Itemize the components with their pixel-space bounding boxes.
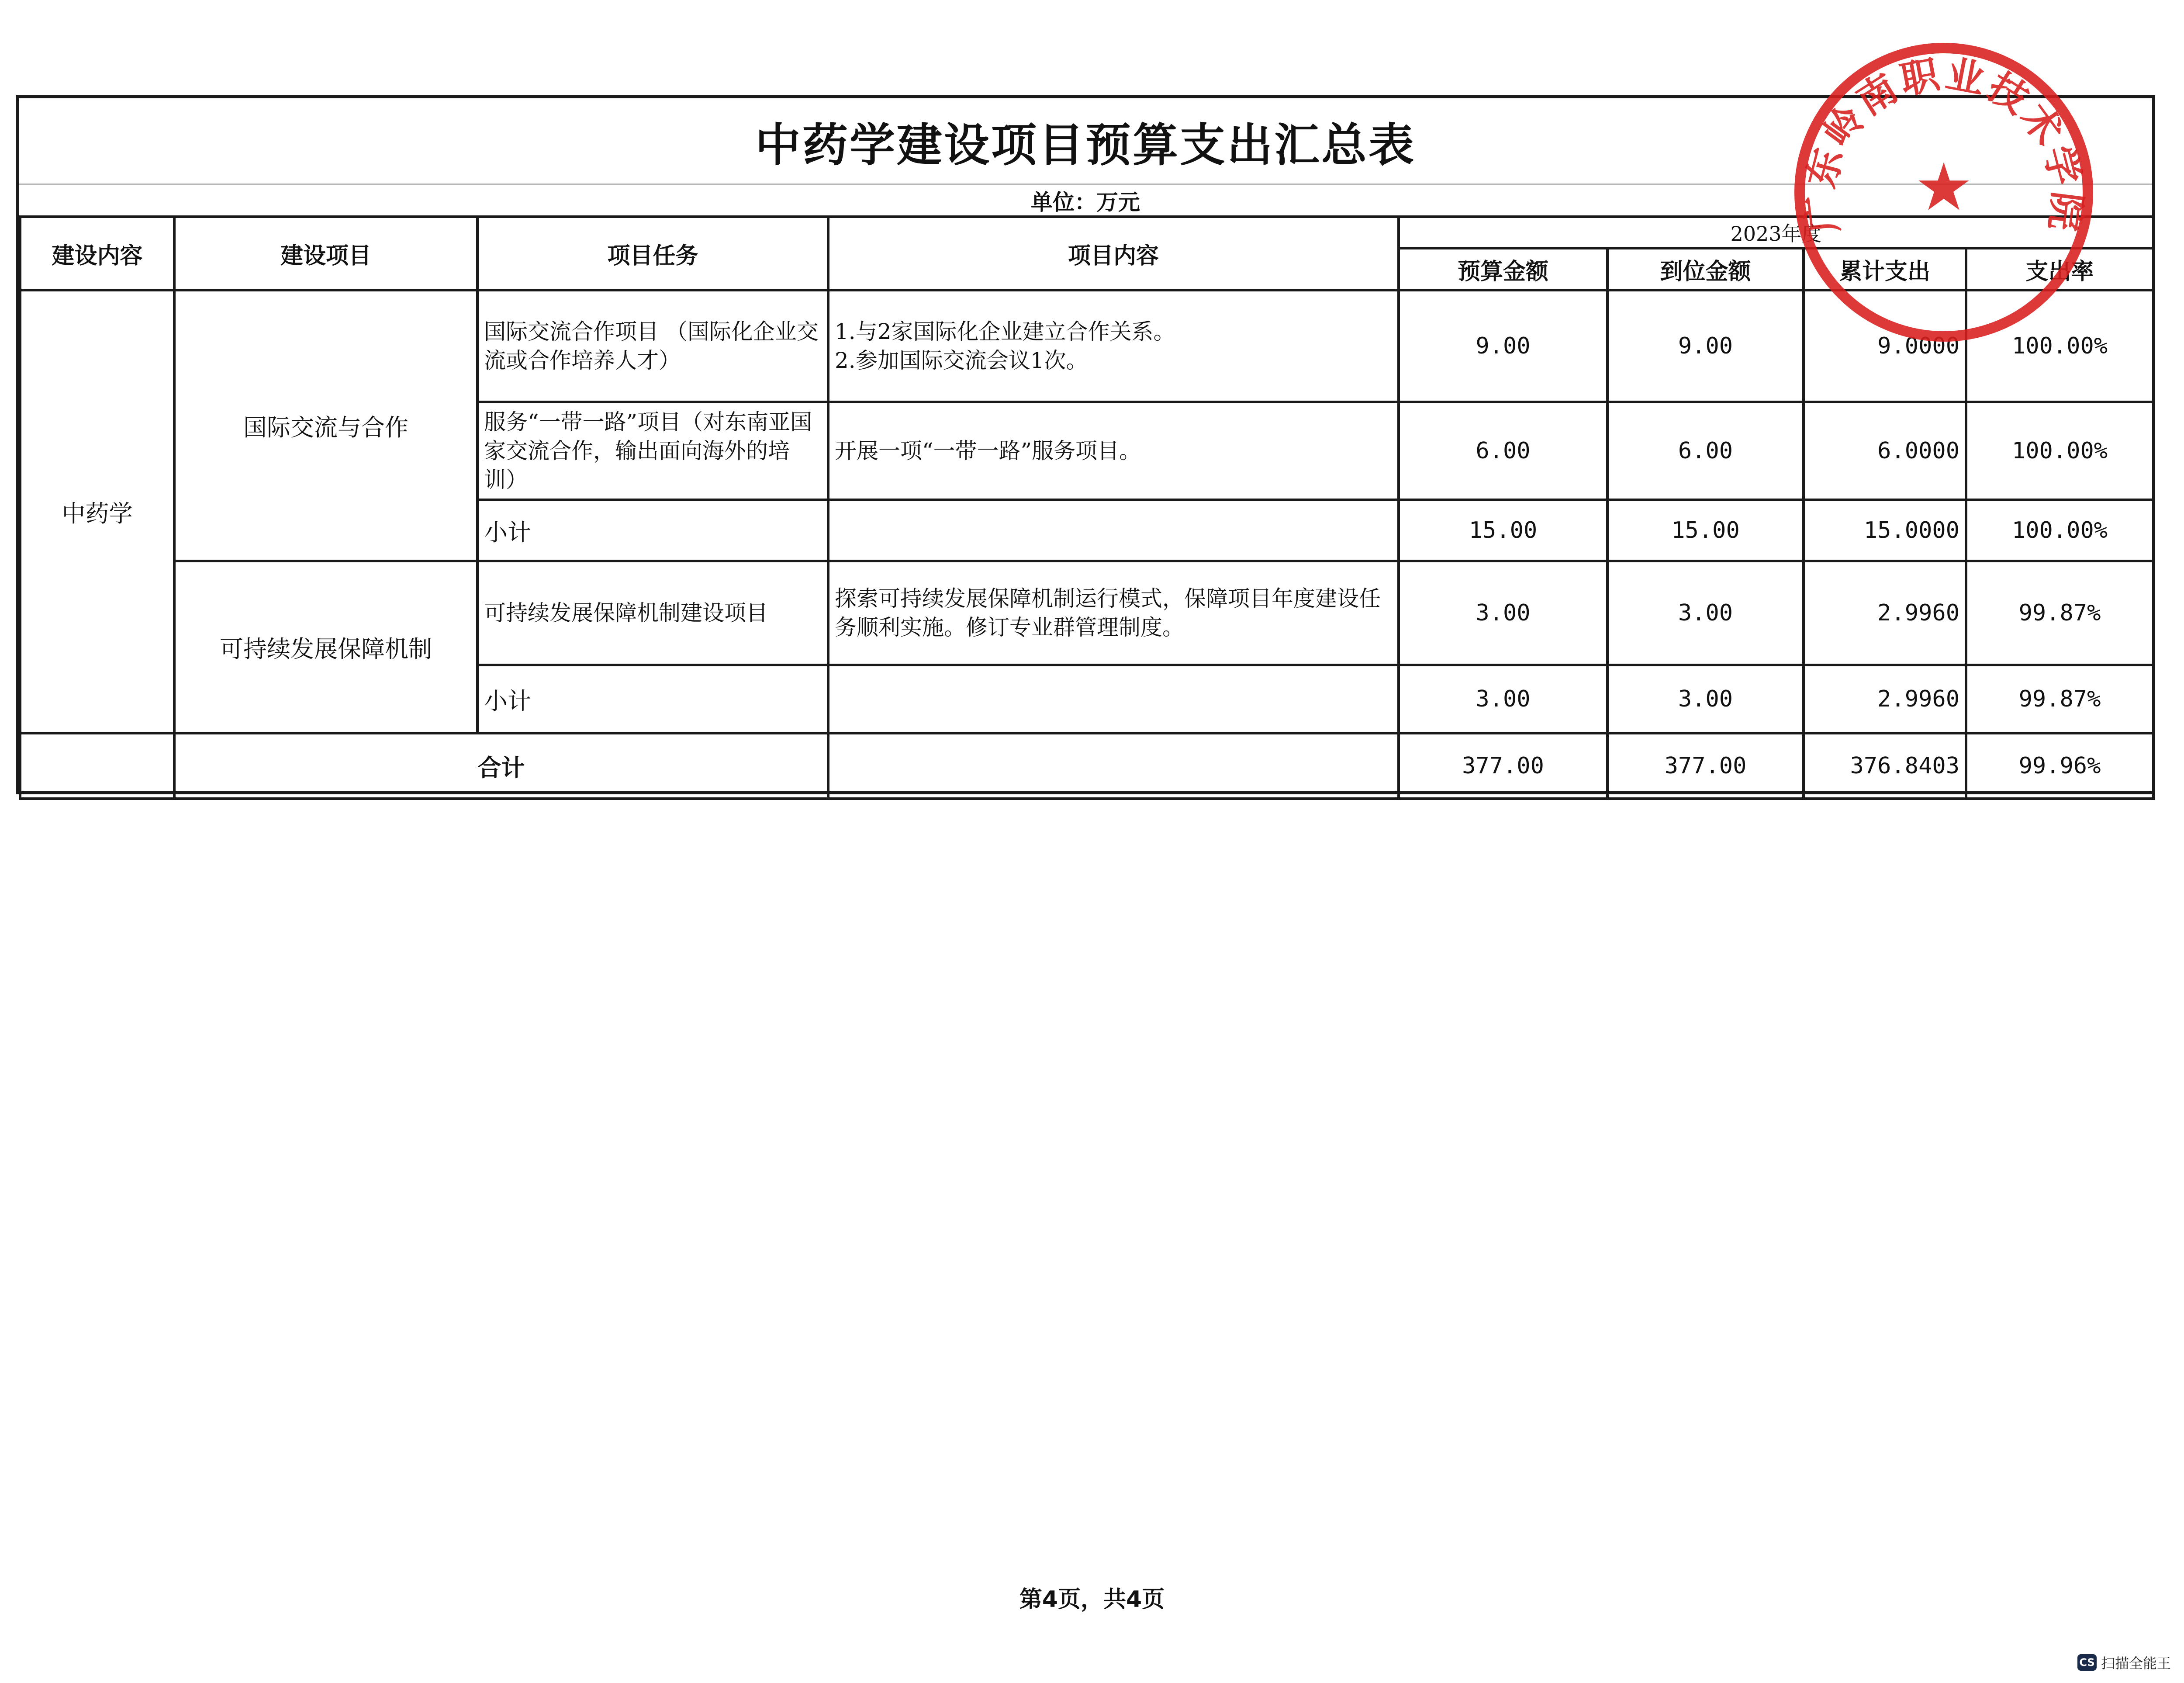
task-cell: 可持续发展保障机制建设项目	[477, 561, 828, 665]
rate-cell: 100.00%	[1966, 290, 2153, 402]
content-cell	[828, 290, 1399, 402]
content-cell: 开展一项“一带一路”服务项目。	[828, 402, 1399, 500]
header-budget-amount: 预算金额	[1399, 248, 1607, 290]
rate-cell: 99.87%	[1966, 665, 2153, 733]
spent-cell: 2.9960	[1804, 561, 1966, 665]
budget-cell: 15.00	[1399, 500, 1607, 561]
budget-cell: 9.00	[1399, 290, 1607, 402]
total-spent-cell: 376.8403	[1804, 733, 1966, 799]
content-line: 2.参加国际交流会议1次。	[835, 348, 1088, 373]
spent-cell: 2.9960	[1804, 665, 1966, 733]
subtotal-label: 小计	[477, 500, 828, 561]
rate-cell: 100.00%	[1966, 500, 2153, 561]
header-row-1	[20, 217, 2153, 248]
budget-cell: 6.00	[1399, 402, 1607, 500]
seal-star-icon: ★	[1914, 149, 1973, 225]
header-received-amount: 到位金额	[1607, 248, 1804, 290]
rate-cell: 100.00%	[1966, 402, 2153, 500]
received-cell: 3.00	[1607, 561, 1804, 665]
total-budget-cell: 377.00	[1399, 733, 1607, 799]
table-row	[20, 561, 2153, 665]
empty-cell	[20, 733, 174, 799]
empty-cell	[828, 500, 1399, 561]
budget-cell: 3.00	[1399, 665, 1607, 733]
total-row	[20, 733, 2153, 799]
scanner-app-name: 扫描全能王	[2101, 1655, 2171, 1672]
project-cell: 国际交流与合作	[174, 290, 477, 561]
content-line: 1.与2家国际化企业建立合作关系。	[835, 319, 1175, 344]
unit-label: 单位：万元	[1031, 190, 1140, 215]
camscanner-logo-icon: CS	[2077, 1654, 2097, 1671]
document-title: 中药学建设项目预算支出汇总表	[755, 118, 1416, 172]
header-construction-content: 建设内容	[20, 217, 174, 290]
header-spending-rate: 支出率	[1966, 248, 2153, 290]
content-name-cell: 中药学	[20, 290, 174, 733]
header-project-task: 项目任务	[477, 217, 828, 290]
project-cell: 可持续发展保障机制	[174, 561, 477, 733]
received-cell: 15.00	[1607, 500, 1804, 561]
rate-cell: 99.87%	[1966, 561, 2153, 665]
unit-row	[19, 185, 2152, 216]
seal-text: 广东岭南职业技术学院	[1797, 51, 2091, 236]
budget-cell: 3.00	[1399, 561, 1607, 665]
page-footer	[0, 1581, 2184, 1614]
subtotal-label: 小计	[477, 665, 828, 733]
empty-cell	[828, 733, 1399, 799]
title-row	[19, 98, 2152, 185]
budget-sheet	[16, 95, 2155, 794]
table-row	[20, 290, 2153, 402]
received-cell: 9.00	[1607, 290, 1804, 402]
header-cumulative-spending: 累计支出	[1804, 248, 1966, 290]
empty-cell	[828, 665, 1399, 733]
spent-cell: 15.0000	[1804, 500, 1966, 561]
budget-table	[19, 215, 2155, 800]
received-cell: 3.00	[1607, 665, 1804, 733]
total-received-cell: 377.00	[1607, 733, 1804, 799]
header-year: 2023年度	[1399, 217, 2153, 248]
scanner-watermark	[2077, 1652, 2171, 1673]
task-cell: 服务“一带一路”项目（对东南亚国家交流合作，输出面向海外的培训）	[477, 402, 828, 500]
page-info: 第4页，共4页	[1019, 1586, 1165, 1613]
task-cell: 国际交流合作项目 （国际化企业交流或合作培养人才）	[477, 290, 828, 402]
total-rate-cell: 99.96%	[1966, 733, 2153, 799]
header-project-content: 项目内容	[828, 217, 1399, 290]
content-cell: 探索可持续发展保障机制运行模式，保障项目年度建设任务顺利实施。修订专业群管理制度。	[828, 561, 1399, 665]
total-label: 合计	[174, 733, 828, 799]
spent-cell: 9.0000	[1804, 290, 1966, 402]
spent-cell: 6.0000	[1804, 402, 1966, 500]
received-cell: 6.00	[1607, 402, 1804, 500]
header-construction-project: 建设项目	[174, 217, 477, 290]
